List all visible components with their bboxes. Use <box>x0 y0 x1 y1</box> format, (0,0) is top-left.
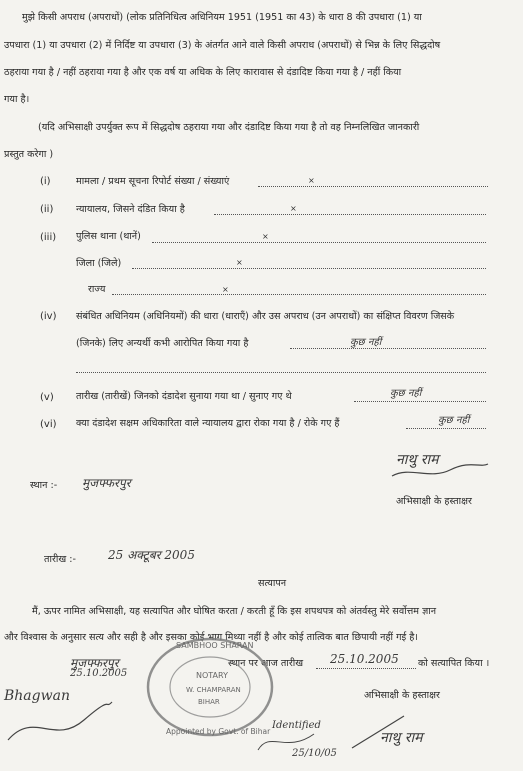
item-iii-label: पुलिस थाना (थानें) <box>76 231 141 242</box>
item-i-cross-mark: × <box>308 176 315 185</box>
item-ii-line <box>214 214 486 215</box>
item-vi-number: (vi) <box>40 419 57 430</box>
verification-signature-stroke <box>348 712 408 752</box>
item-ii-cross-mark: × <box>290 204 297 213</box>
item-iii-number: (iii) <box>40 232 57 243</box>
item-iv-number: (iv) <box>40 311 57 322</box>
item-iii-state-label: राज्य <box>88 284 106 295</box>
item-i-line <box>258 186 488 187</box>
convicted-line-1: (यदि अभिसाक्षी उपर्युक्त रूप में सिद्धदोष ठहराया गया और दंडादिष्ट किया गया है तो वह निम्नलिखित जानकारी <box>38 122 420 133</box>
item-v-line <box>354 401 486 402</box>
item-iii-line <box>152 242 486 243</box>
verification-line-2: और विश्वास के अनुसार सत्य और सही है और इसका कोई भाग मिथ्या नहीं है और कोई तात्विक बात छिपायी नहीं गई है। <box>4 632 418 643</box>
verification-date-value: 25.10.2005 <box>330 652 399 666</box>
item-iii-district-label: जिला (जिले) <box>76 258 122 269</box>
stamp-state-text: BIHAR <box>198 698 220 706</box>
deponent-signature: नाथु राम <box>396 452 439 468</box>
stamp-notary-text: NOTARY <box>196 671 228 680</box>
intro-line-4: गया है। <box>4 94 30 105</box>
item-iv-extra-line <box>76 372 486 373</box>
stamp-top-text: SAMBHOO SHARAN <box>176 641 254 650</box>
verification-heading: सत्यापन <box>258 578 287 589</box>
state-cross-mark: × <box>222 285 229 294</box>
date-value: 25 अक्टूबर 2005 <box>108 548 195 562</box>
date-label: तारीख :- <box>44 554 76 565</box>
item-ii-number: (ii) <box>40 204 54 215</box>
verification-line-1: मैं, ऊपर नामित अभिसाक्षी, यह सत्यापित और घोषित करता / करती हूँ कि इस शपथपत्र को अंतर्वस्तु मेरे सर्वोत्तम ज्ञान <box>32 606 437 617</box>
intro-line-1: मुझे किसी अपराध (अपराधों) (लोक प्रतिनिधित्व अधिनियम 1951 (1951 का 43) के धारा 8 की उपधारा (1) या <box>22 12 422 23</box>
intro-line-3: ठहराया गया है / नहीं ठहराया गया है और एक वर्ष या अधिक के लिए कारावास से दंडादिष्ट किया गया है / नहीं किया <box>4 67 402 78</box>
verification-deponent-label: अभिसाक्षी के हस्ताक्षर <box>364 690 440 701</box>
item-i-number: (i) <box>40 176 51 187</box>
item-v-answer: कुछ नहीं <box>390 388 422 399</box>
item-v-label: तारीख (तारीखें) जिनको दंडादेश सुनाया गया था / सुनाए गए थे <box>76 391 292 402</box>
item-iv-label-2: (जिनके) लिए अन्यर्थी कभी आरोपित किया गया है <box>76 338 249 349</box>
item-vi-answer: कुछ नहीं <box>438 415 470 426</box>
identifier-signature-stroke <box>256 726 316 756</box>
deponent-signature-label: अभिसाक्षी के हस्ताक्षर <box>396 496 472 507</box>
item-iv-line <box>290 348 486 349</box>
item-iii-state-line <box>112 294 486 295</box>
item-v-number: (v) <box>40 392 54 403</box>
item-ii-label: न्यायालय, जिसने दंडित किया है <box>76 204 185 215</box>
district-cross-mark: × <box>236 258 243 267</box>
verification-place-value: मुजफ्फरपुर <box>70 656 119 670</box>
convicted-line-2: प्रस्तुत करेगा ) <box>4 149 54 160</box>
item-vi-label: क्या दंडादेश सक्षम अधिकारिता वाले न्यायालय द्वारा रोका गया है / रोके गए हैं <box>76 418 340 429</box>
item-iii-district-line <box>132 268 486 269</box>
verification-line-3-prefix: स्थान पर आज तारीख <box>228 658 304 669</box>
verification-date-line <box>316 668 416 669</box>
item-vi-line <box>406 428 486 429</box>
deponent-signature-stroke <box>390 462 490 482</box>
stamp-district-text: W. CHAMPARAN <box>186 686 241 694</box>
stamp-bottom-text: Appointed by Govt. of Bihar <box>166 727 271 736</box>
item-iv-answer: कुछ नहीं <box>350 337 382 348</box>
place-value: मुजफ्फरपुर <box>82 476 131 490</box>
identifier-signature: Identified <box>272 720 321 731</box>
identifier-date: 25/10/05 <box>292 748 337 759</box>
left-signature-stroke <box>4 700 114 750</box>
item-iv-label-1: संबंधित अधिनियम (अधिनियमों) की धारा (धाराएँ) और उस अपराध (उन अपराधों) का संक्षिप्त विवरण जिसके <box>76 311 455 322</box>
intro-line-2: उपधारा (1) या उपधारा (2) में निर्दिष्ट या उपधारा (3) के अंतर्गत आने वाले किसी अपराध (अपराधों) से भिन्न के लिए सिद्धदोष <box>4 40 441 51</box>
verification-line-3-suffix: को सत्यापित किया । <box>418 658 490 669</box>
place-label: स्थान :- <box>30 480 58 491</box>
item-i-label: मामला / प्रथम सूचना रिपोर्ट संख्या / संख्याएं <box>76 176 230 187</box>
verification-deponent-signature: नाथु राम <box>380 730 423 746</box>
item-iii-cross-mark: × <box>262 232 269 241</box>
left-signature: Bhagwan <box>4 688 70 704</box>
left-signature-date: 25.10.2005 <box>70 668 128 679</box>
